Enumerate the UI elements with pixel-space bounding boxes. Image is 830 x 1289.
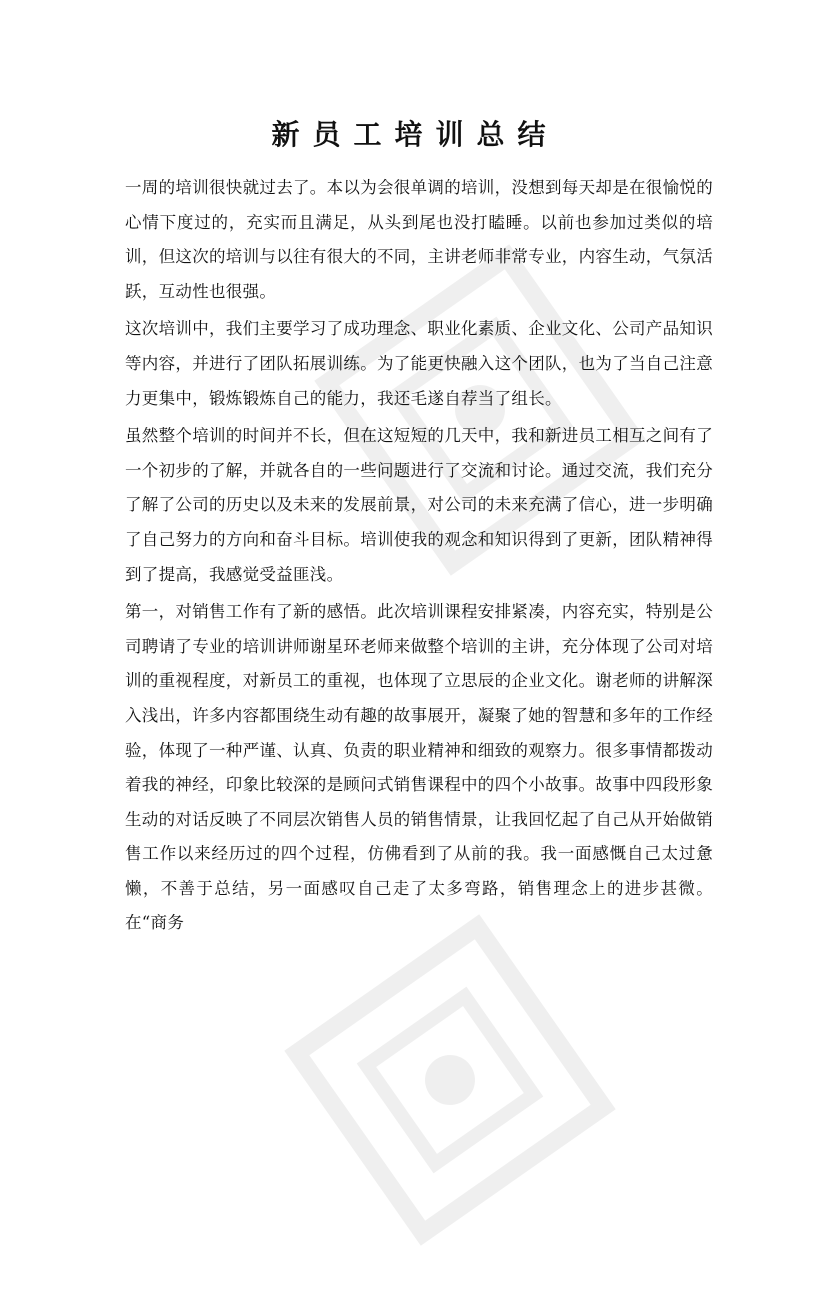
page-title: 新员工培训总结 <box>271 118 559 151</box>
document-body <box>125 171 713 944</box>
paragraph: 虽然整个培训的时间并不长，但在这短短的几天中，我和新进员工相互之间有了一个初步的了解，并就各自的一些问题进行了交流和讨论。通过交流，我们充分了解了公司的历史以及未来的发展前景，对公司的未来充满了信心，进一步明确了自己努力的方向和奋斗目标。培训使我的观念和知识得到了更新，团队精神得到了提高，我感觉受益匪浅。 <box>125 426 713 584</box>
paragraph: 第一，对销售工作有了新的感悟。此次培训课程安排紧凑，内容充实，特别是公司聘请了专业的培训讲师谢星环老师来做整个培训的主讲，充分体现了公司对培训的重视程度，对新员工的重视，也体现了立思辰的企业文化。谢老师的讲解深入浅出，许多内容都围绕生动有趣的故事展开，凝聚了她的智慧和多年的工作经验，体现了一种严谨、认真、负责的职业精神和细致的观察力。很多事情都拨动着我的神经，印象比较深的是顾问式销售课程中的四个小故事。故事中四段形象生动的对话反映了不同层次销售人员的销售情景，让我回忆起了自己从开始做销售工作以来经历过的四个过程，仿佛看到了从前的我。我一面感慨自己太过惫懒，不善于总结，另一面感叹自己走了太多弯路，销售理念上的进步甚微。在“商务 <box>125 602 713 933</box>
paragraph: 一周的培训很快就过去了。本以为会很单调的培训，没想到每天却是在很愉悦的心情下度过的，充实而且满足，从头到尾也没打瞌睡。以前也参加过类似的培训，但这次的培训与以往有很大的不同，主讲老师非常专业，内容生动，气氛活跃，互动性也很强。 <box>125 178 713 301</box>
paragraph: 这次培训中，我们主要学习了成功理念、职业化素质、企业文化、公司产品知识等内容，并进行了团队拓展训练。为了能更快融入这个团队，也为了当自己注意力更集中，锻炼锻炼自己的能力，我还毛遂自荐当了组长。 <box>125 319 713 408</box>
